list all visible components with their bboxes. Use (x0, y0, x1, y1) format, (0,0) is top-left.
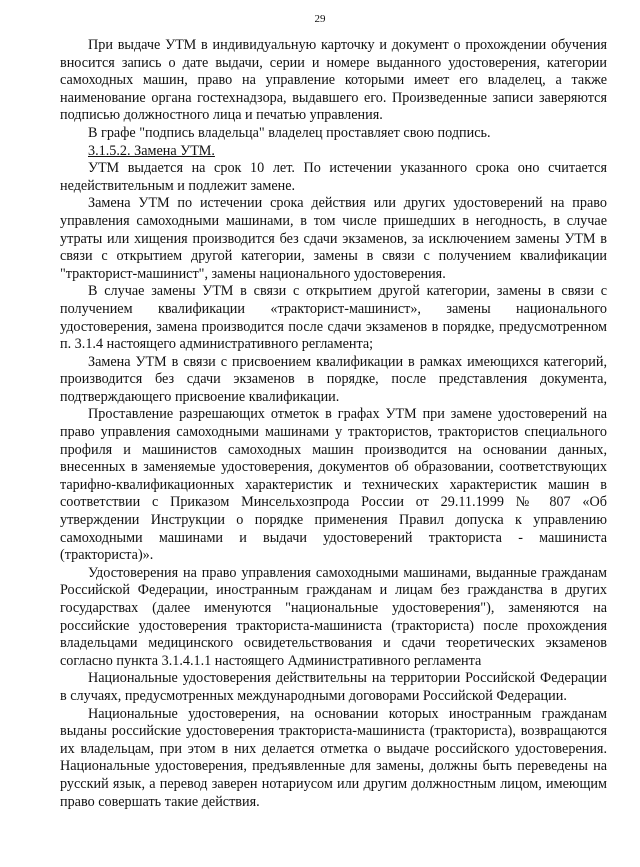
paragraph-permission-marks: Проставление разрешающих отметок в графах УТМ при замене удостоверений на право управления самоходными машинами у трактористов, трактористов специального профиля и машинистов самоходных машин производится на основании данных, внесенных в заменяемые удостоверения, документов об образовании, соответствующих тарифно-квалификационных характеристик и технических характеристик машин в соответствии с Приказом Минсельхозпрода России от 29.11.1999 № 807 «Об утверждении Инструкции о порядке применения Правил допуска к управлению самоходными машинами и выдачи удостоверений тракториста - машиниста (тракториста)». (60, 406, 607, 564)
paragraph-foreign-licenses: Удостоверения на право управления самоходными машинами, выданные гражданам Российской Федерации, иностранным гражданам и лицам без гражданства в других государствах (далее именуются "национальные удостоверения"), заменяются на российские удостоверения тракториста-машиниста (тракториста) после прохождения владельцами медицинского освидетельствования и сдачи теоретических экзаменов согласно пункта 3.1.4.1.1 настоящего Административного регламента (60, 564, 607, 669)
paragraph-issuance-record: При выдаче УТМ в индивидуальную карточку и документ о прохождении обучения вносится запись о дате выдачи, серии и номере выданного удостоверения, категории самоходных машин, право на управление которыми имеет его владелец, а также наименование органа гостехнадзора, выдавшего его. Произведенные записи заверяются подписью должностного лица и печатью управления. (60, 37, 607, 124)
paragraph-qualification-replacement: Замена УТМ в связи с присвоением квалификации в рамках имеющихся категорий, производится без сдачи экзаменов в порядке, после представления документа, подтверждающего присвоение квалификации. (60, 353, 607, 405)
paragraph-replacement-without-exams: Замена УТМ по истечении срока действия или других удостоверений на право управления самоходными машинами, в том числе пришедших в негодность, в случае утраты или хищения производится без сдачи экзаменов, за исключением замены УТМ в связи с открытием другой категории, замены в связи с получением квалификации "тракторист-машинист", замены национального удостоверения. (60, 195, 607, 282)
section-heading-replacement: 3.1.5.2. Замена УТМ. (88, 142, 215, 159)
page-body (60, 37, 607, 811)
paragraph-national-licenses-validity: Национальные удостоверения действительны на территории Российской Федерации в случаях, предусмотренных международными договорами Российской Федерации. (60, 670, 607, 704)
paragraph-validity-term: УТМ выдается на срок 10 лет. По истечении указанного срока оно считается недействительным и подлежит замене. (60, 160, 607, 194)
paragraph-owner-signature: В графе "подпись владельца" владелец проставляет свою подпись. (88, 124, 491, 141)
paragraph-national-licenses-return: Национальные удостоверения, на основании которых иностранным гражданам выданы российские удостоверения тракториста-машиниста (тракториста), возвращаются их владельцам, при этом в них делается отметка о выдаче российского удостоверения. Национальные удостоверения, предъявленные для замены, должны быть переведены на русский язык, а перевод заверен нотариусом или другим должностным лицом, имеющим право совершать такие действия. (60, 705, 607, 810)
page-number: 29 (314, 13, 326, 25)
paragraph-replacement-with-exams: В случае замены УТМ в связи с открытием другой категории, замены в связи с получением квалификации «тракторист-машинист», замены национального удостоверения, замена производится после сдачи экзаменов в порядке, предусмотренном п. 3.1.4 настоящего административного регламента; (60, 283, 607, 353)
